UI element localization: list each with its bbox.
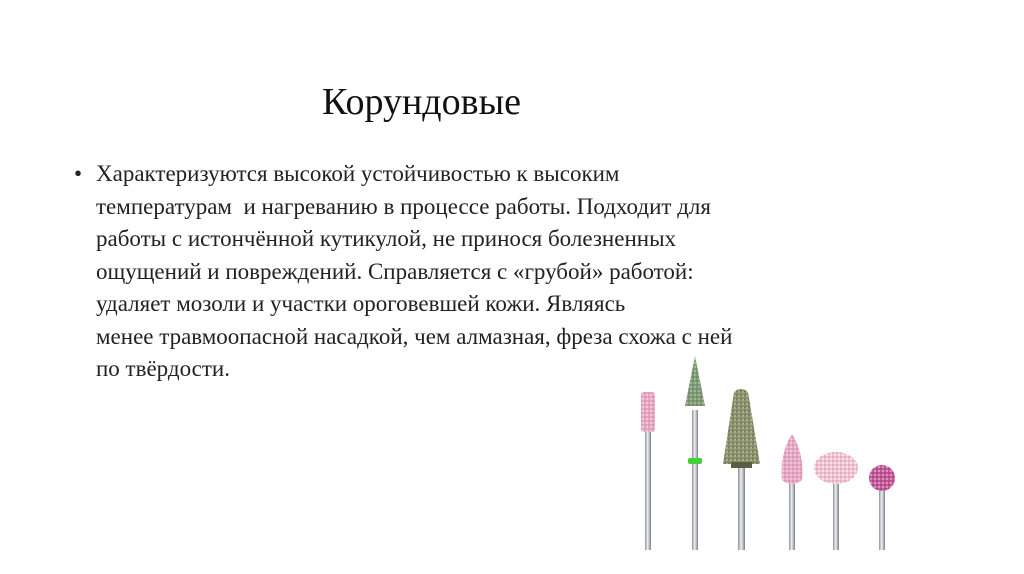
corundum-burs-image bbox=[630, 350, 920, 560]
bullet-text-line: Характеризуются высокой устойчивостью к высоким bbox=[96, 161, 620, 186]
bullet-marker: • bbox=[74, 161, 83, 186]
bur-light-pink-barrel bbox=[814, 452, 858, 550]
bur-magenta-ball bbox=[869, 465, 895, 550]
bullet-text-line: температурам и нагреванию в процессе работы. Подходит для bbox=[96, 193, 711, 219]
bur-pink-cylinder bbox=[641, 392, 655, 550]
bullet-text-line: удаляет мозоли и участки ороговевшей кожи. Являясь bbox=[96, 291, 626, 316]
bullet-text-line: по твёрдости. bbox=[96, 356, 230, 381]
bullet-text-line: ощущений и повреждений. Справляется с «грубой» работой: bbox=[96, 258, 694, 284]
bur-pink-flame bbox=[781, 434, 802, 550]
slide-title: Корундовые bbox=[322, 81, 521, 124]
bur-olive-cone bbox=[723, 389, 760, 550]
bullet-text-line: менее травмоопасной насадкой, чем алмазная, фреза схожа с ней bbox=[96, 323, 733, 349]
bullet-text-line: работы с истончённой кутикулой, не принося болезненных bbox=[96, 226, 677, 251]
bur-green-cone bbox=[685, 356, 705, 550]
